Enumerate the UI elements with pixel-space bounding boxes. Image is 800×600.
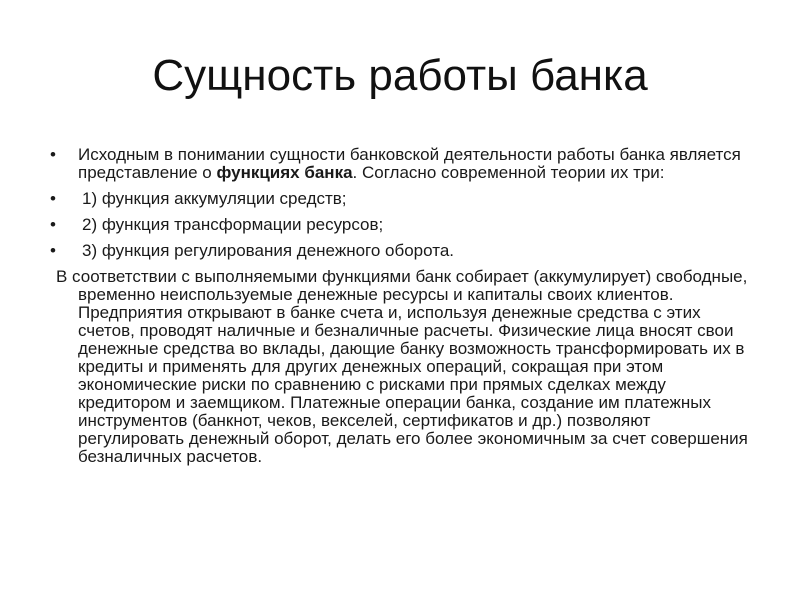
bullet-function-3: • 3) функция регулирования денежного оборота.	[50, 242, 755, 260]
intro-text-after: . Согласно современной теории их три:	[352, 163, 665, 182]
intro-text-before: Исходным в понимании сущности банковской деятельности работы банка является представление о	[78, 145, 741, 182]
bullet-list	[50, 146, 755, 260]
bullet-intro	[50, 146, 755, 182]
slide-content	[50, 146, 755, 466]
slide-title: Сущность работы банка	[152, 51, 648, 100]
bullet-function-2: • 2) функция трансформации ресурсов;	[50, 216, 755, 234]
body-paragraph: В соответствии с выполняемыми функциями банк собирает (аккумулирует) свободные, временно неиспользуемые денежные ресурсы и капиталы своих клиентов. Предприятия открывают в банке счета и, используя денежные средства с этих счетов, проводят наличные и безналичные расчеты. Физические лица вносят свои денежные средства во вклады, дающие банку возможность трансформировать их в кредиты и применять для других денежных операций, сокращая при этом экономические риски по сравнению с рисками при прямых сделках между кредитором и заемщиком. Платежные операции банка, создание им платежных инструментов (банкнот, чеков, векселей, сертификатов и др.) позволяют регулировать денежный оборот, делать его более экономичным за счет совершения безналичных расчетов.	[56, 267, 748, 466]
bullet-function-1: • 1) функция аккумуляции средств;	[50, 190, 755, 208]
intro-text-bold: функциях банка	[216, 163, 353, 182]
